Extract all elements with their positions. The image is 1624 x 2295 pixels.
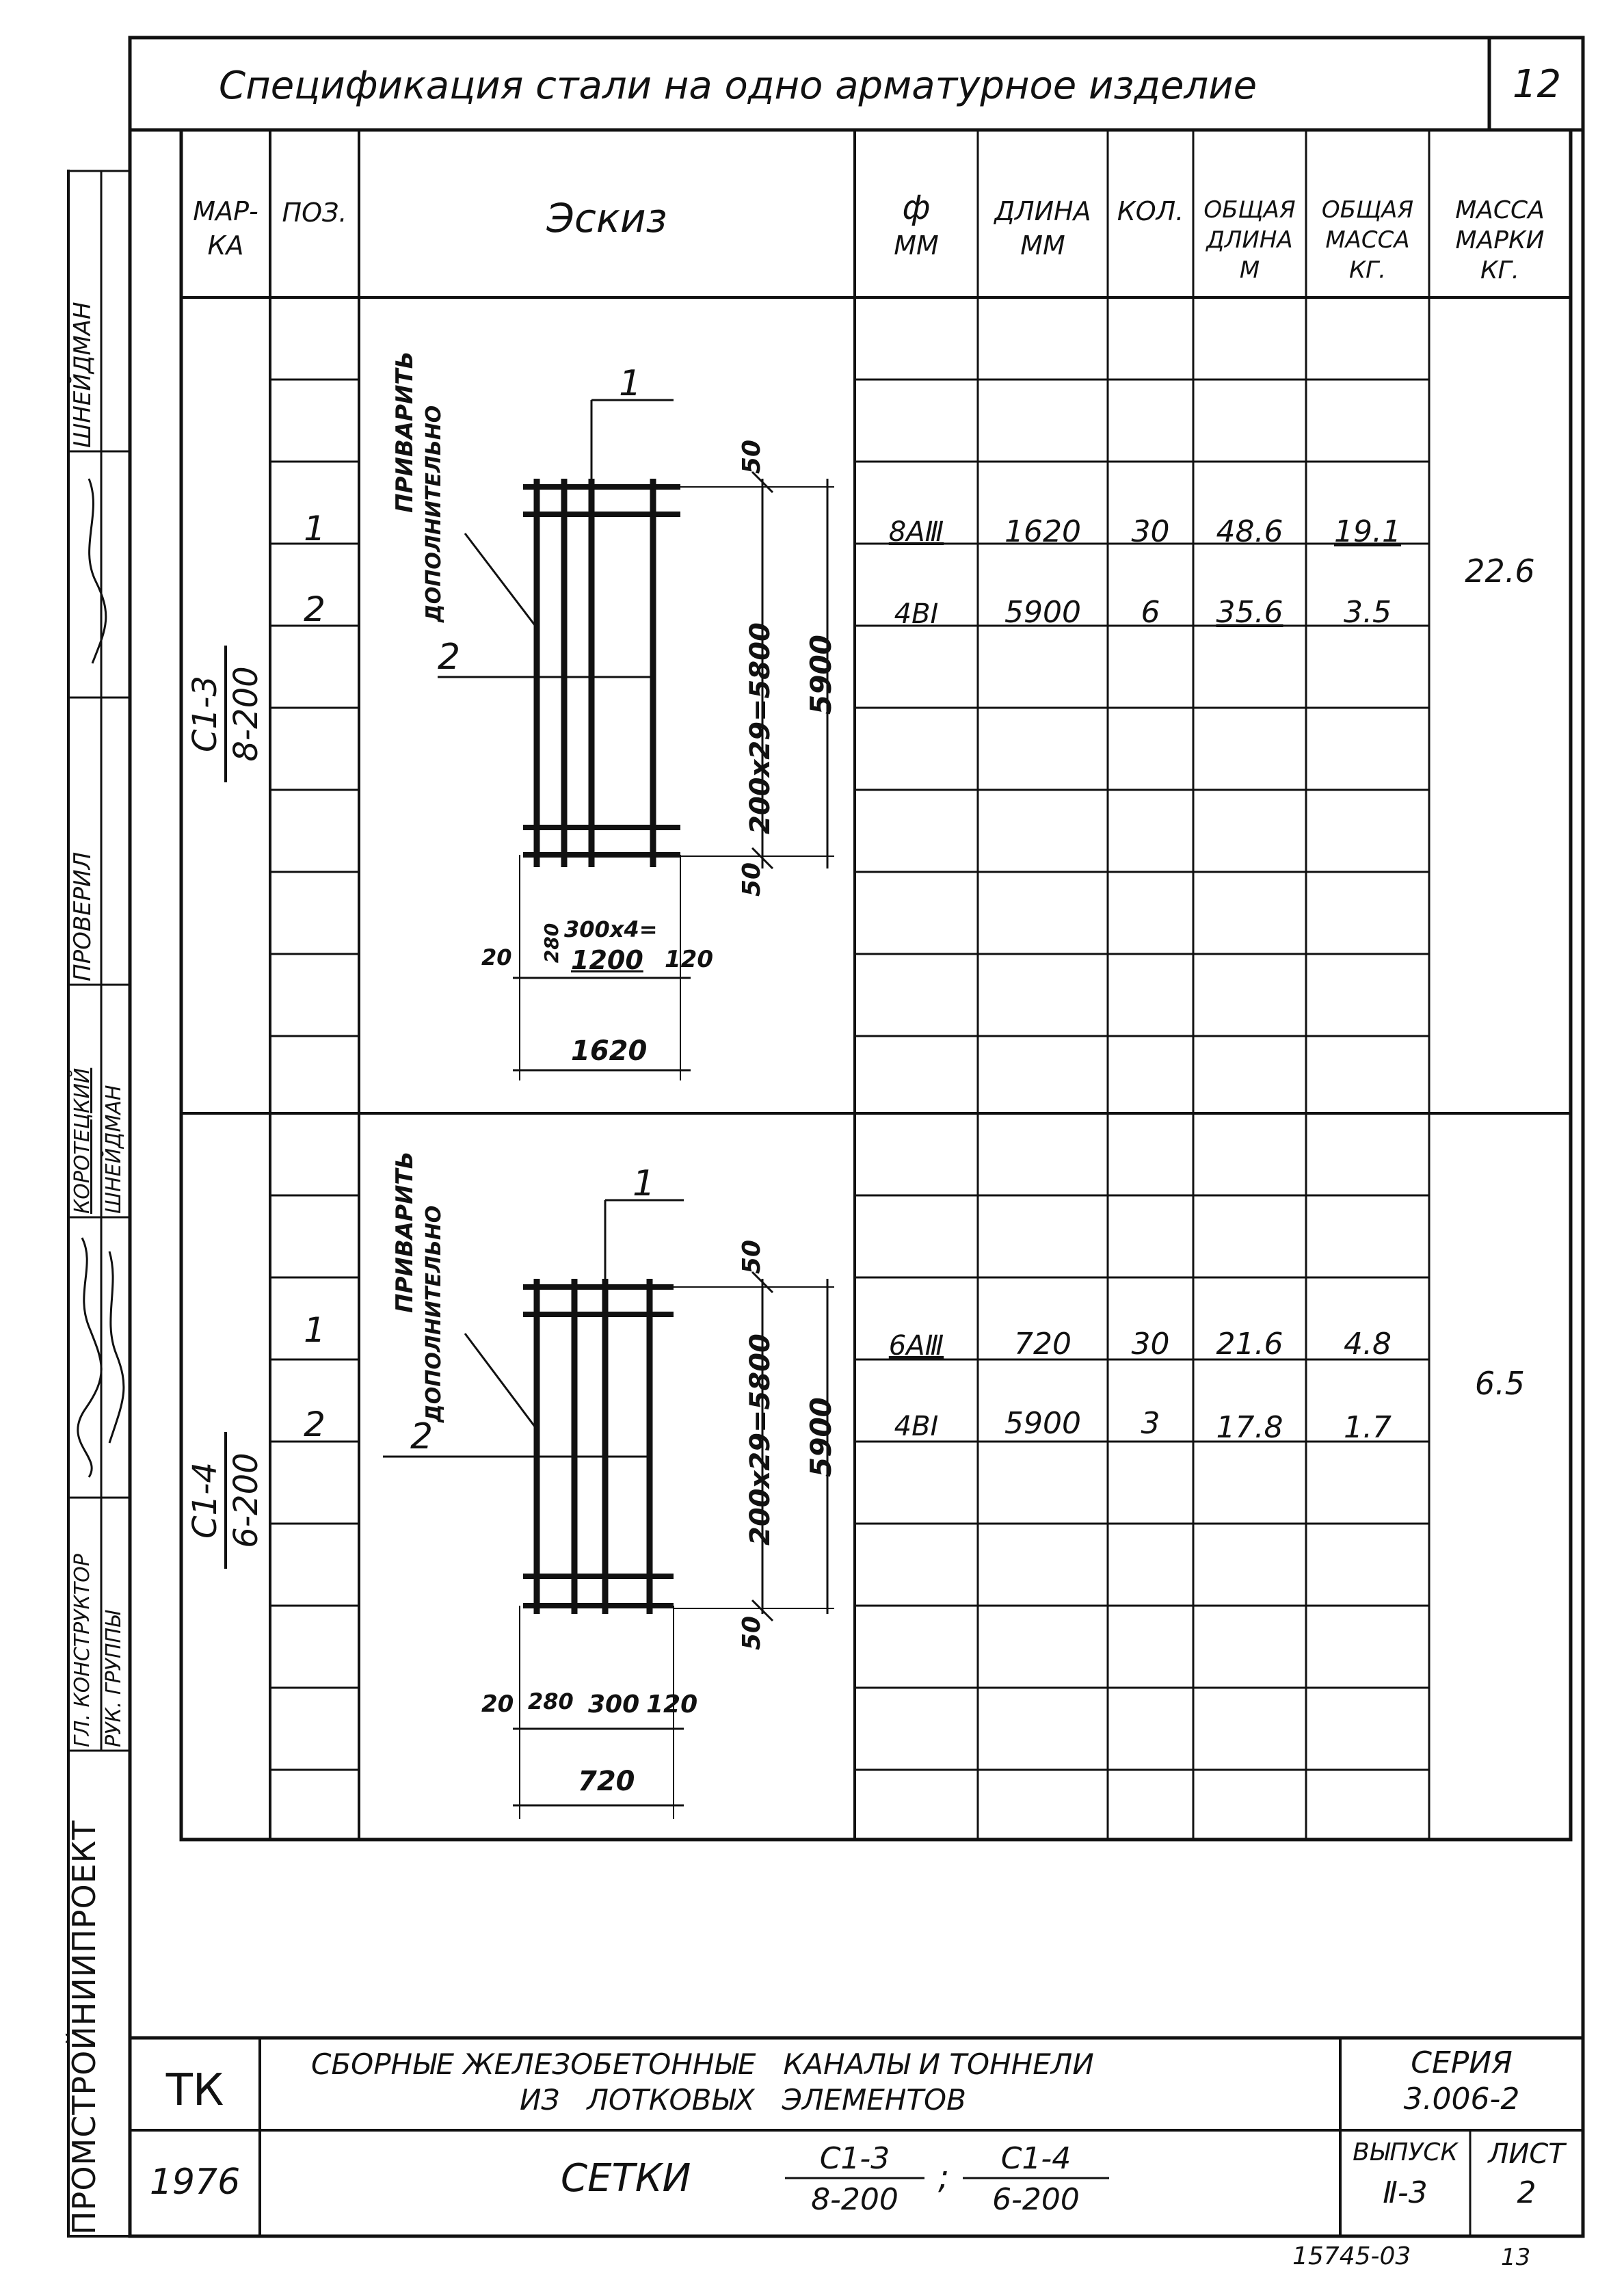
col-sketch: Эскиз (546, 195, 667, 241)
fraction-1-bottom: 8-200 (811, 2182, 898, 2217)
sheet-label: ЛИСТ (1488, 2138, 1565, 2170)
total-mass-cell: 19.1 (1334, 514, 1401, 549)
col-length-1: ДЛИНА (994, 196, 1091, 226)
dim-top: 50 (738, 439, 767, 475)
sheet-title: СЕТКИ (561, 2156, 691, 2201)
total-length-cell: 35.6 (1216, 595, 1283, 630)
length-cell: 720 (1014, 1327, 1071, 1362)
col-diam-1: ф (902, 189, 931, 227)
col-total-length-2: ДЛИНА (1206, 226, 1293, 254)
col-mark-1: МАР- (193, 196, 258, 226)
length-cell: 1620 (1004, 514, 1081, 549)
mark-bottom: 8-200 (227, 666, 265, 762)
qty-cell: 30 (1131, 514, 1170, 549)
col-total-length-1: ОБЩАЯ (1203, 196, 1296, 224)
width-b: 300х4= (564, 916, 658, 942)
total-length-cell: 48.6 (1216, 514, 1283, 549)
callout-2: 2 (410, 1416, 434, 1457)
stamp-year: 1976 (149, 2162, 241, 2203)
diam-cell: 6АⅢ (888, 1330, 944, 1362)
callout-2: 2 (438, 637, 461, 678)
col-length-2: ММ (1020, 230, 1065, 261)
col-mark-mass-3: КГ. (1480, 256, 1520, 284)
mark-bottom: 6-200 (227, 1452, 265, 1548)
dim-bottom: 50 (738, 862, 767, 897)
diam-cell: 8АⅢ (888, 516, 944, 548)
role-group-head: РУК. ГРУППЫ (102, 1610, 126, 1747)
fraction-2-top: С1-4 (1000, 2141, 1071, 2176)
name-korotetsky: КОРОТЕЦКИЙ (70, 1067, 94, 1214)
length-cell: 5900 (1004, 595, 1081, 630)
qty-cell: 3 (1141, 1406, 1160, 1441)
page-number: 13 (1501, 2244, 1531, 2271)
qty-cell: 30 (1131, 1327, 1170, 1362)
dim-total: 5900 (804, 1397, 838, 1477)
sheet-frame (130, 38, 1583, 2236)
width-b2: 1200 (571, 945, 643, 975)
page-title: Спецификация стали на одно арматурное изделие (219, 64, 1257, 108)
weld-note-line2: ДОПОЛНИТЕЛЬНО (422, 1205, 446, 1422)
total-length-cell: 21.6 (1216, 1327, 1283, 1362)
project-title-line1: СБОРНЫЕ ЖЕЛЕЗОБЕТОННЫЕ КАНАЛЫ И ТОННЕЛИ (311, 2047, 1094, 2081)
dim-span: 200х29=5800 (745, 622, 776, 834)
col-mark-mass-2: МАРКИ (1455, 226, 1545, 254)
width-left: 20 (481, 944, 512, 970)
signature (68, 1224, 130, 1491)
fraction-separator: ; (938, 2158, 950, 2197)
series-label: СЕРИЯ (1411, 2045, 1513, 2080)
width-total: 1620 (571, 1035, 648, 1067)
series-value: 3.006-2 (1403, 2082, 1520, 2117)
weld-note-line1: ПРИВАРИТЬ (391, 351, 418, 513)
width-b: 300 (588, 1690, 640, 1719)
issue-label: ВЫПУСК (1353, 2138, 1458, 2166)
length-cell: 5900 (1004, 1406, 1081, 1441)
total-mass-cell: 3.5 (1344, 595, 1392, 630)
role-checked: ПРОВЕРИЛ (69, 851, 96, 981)
mark-mass-cell: 6.5 (1474, 1365, 1526, 1402)
stamp-code: ТК (165, 2065, 224, 2116)
col-diam-2: ММ (894, 230, 939, 261)
col-pos: ПОЗ. (282, 198, 347, 228)
width-right: 120 (665, 946, 713, 973)
total-length-cell: 17.8 (1216, 1410, 1283, 1445)
dim-span: 200х29=5800 (745, 1334, 776, 1546)
organization-name: ПРОМСТРОЙНИИПРОЕКТ (66, 1820, 103, 2235)
mark-top: С1-4 (189, 1432, 227, 1569)
callout-1: 1 (619, 363, 642, 404)
width-a: 280 (528, 1688, 574, 1714)
col-total-mass-2: МАССА (1325, 226, 1410, 254)
mark-label (186, 646, 265, 782)
col-total-mass-3: КГ. (1349, 256, 1386, 284)
total-mass-cell: 1.7 (1344, 1410, 1392, 1445)
callout-1: 1 (633, 1163, 656, 1204)
issue-value: Ⅱ-3 (1383, 2175, 1428, 2210)
mark-label (186, 1432, 265, 1569)
mark-mass-cell: 22.6 (1465, 553, 1535, 589)
diam-cell: 4ВⅠ (894, 1411, 939, 1442)
signature (68, 465, 130, 684)
document-number: 15745-03 (1292, 2242, 1411, 2270)
pos-cell: 2 (304, 589, 325, 629)
weld-note-line2: ДОПОЛНИТЕЛЬНО (422, 405, 446, 622)
weld-note-line1: ПРИВАРИТЬ (391, 1151, 418, 1313)
total-mass-cell: 4.8 (1344, 1327, 1392, 1362)
sheet-number: 12 (1512, 62, 1562, 107)
dim-top: 50 (738, 1239, 767, 1275)
fraction-1-top: С1-3 (819, 2141, 890, 2176)
dim-bottom: 50 (738, 1615, 767, 1651)
dim-total: 5900 (804, 635, 838, 715)
sheet-value: 2 (1517, 2175, 1536, 2210)
col-qty: КОЛ. (1117, 196, 1184, 226)
qty-cell: 6 (1141, 595, 1160, 630)
col-mark-2: КА (207, 230, 244, 261)
pos-cell: 1 (304, 509, 325, 548)
col-total-length-3: М (1239, 256, 1260, 284)
pos-cell: 2 (304, 1405, 325, 1444)
col-mark-mass-1: МАССА (1455, 196, 1545, 224)
col-total-mass-1: ОБЩАЯ (1321, 196, 1414, 224)
pos-cell: 1 (304, 1310, 325, 1350)
name-shneidman-2: ШНЕЙДМАН (102, 1085, 126, 1214)
mark-top: С1-3 (189, 646, 227, 782)
width-right: 120 (646, 1690, 698, 1719)
width-left: 20 (481, 1690, 514, 1718)
project-title-line2: ИЗ ЛОТКОВЫХ ЭЛЕМЕНТОВ (520, 2083, 966, 2117)
width-a: 280 (540, 923, 563, 964)
width-total: 720 (578, 1766, 635, 1797)
fraction-2-bottom: 6-200 (992, 2182, 1080, 2217)
diam-cell: 4ВⅠ (894, 598, 939, 630)
role-chief-designer: ГЛ. КОНСТРУКТОР (70, 1554, 94, 1747)
name-shneidman: ШНЕЙДМАН (69, 302, 96, 448)
